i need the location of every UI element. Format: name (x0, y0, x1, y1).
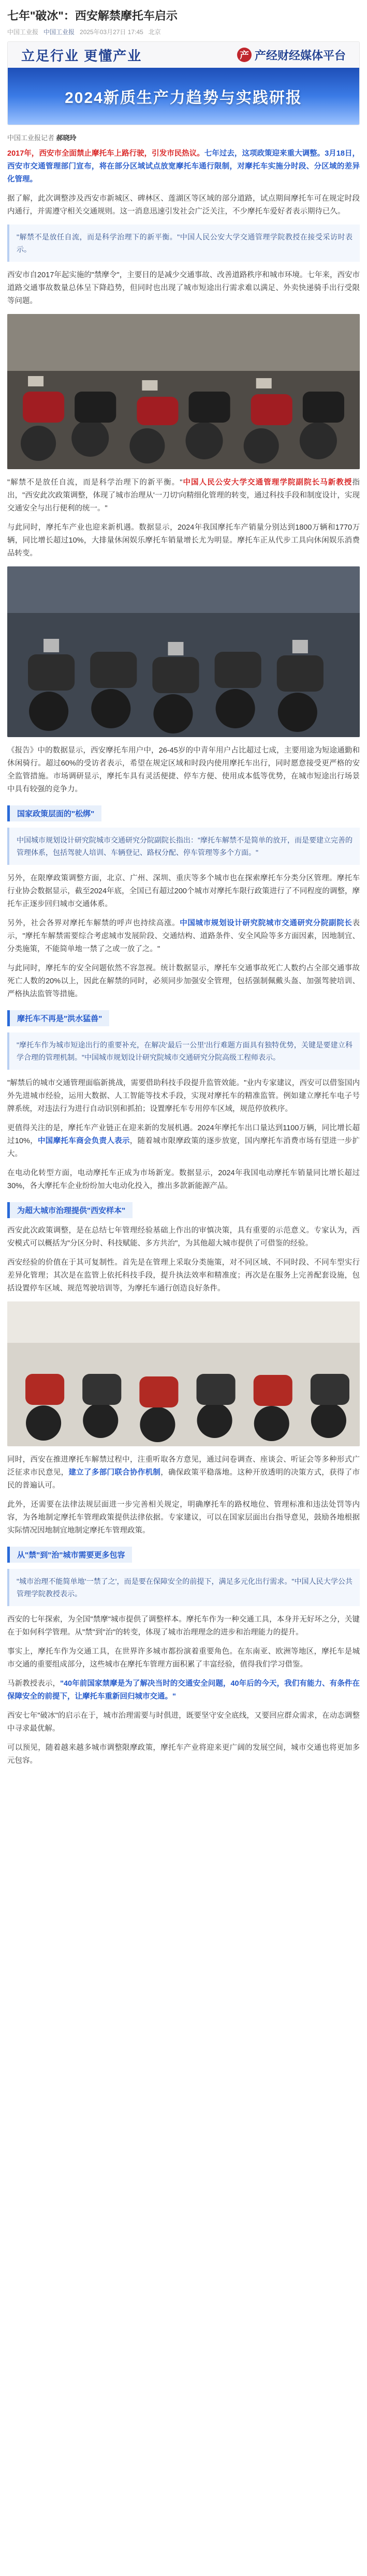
section-heading (7, 1202, 360, 1218)
section-heading-text: 从"禁"到"治"城市需要更多包容 (7, 1547, 132, 1563)
paragraph-text: 更值得关注的是，摩托车产业链正在迎来新的发展机遇。2024年摩托车出口量达到1100万辆，同比增长超过10%， (7, 1124, 360, 1145)
motorcycle-street-photo (7, 566, 360, 737)
paragraph (7, 476, 360, 515)
banner-slogan: 立足行业 更懂产业 (21, 48, 142, 64)
paragraph-text: 指出，"西安此次政策调整，体现了城市治理从'一刀切'向精细化管理的转变，通过科技手段和制度设计，实现交通安全与出行便利的统一。" (7, 478, 360, 513)
motorcycle-row-photo (7, 1301, 360, 1446)
lead-highlight-blue: 七年过去，这项政策迎来重大调整。3月18日，西安市交通管理部门宣布，将在部分区域试点放宽摩托车通行限制，对摩托车实施分时段、分区域的差异化管理。 (7, 149, 360, 184)
paragraph: 事实上，摩托车作为交通工具，在世界许多城市都扮演着重要角色。在东南亚、欧洲等地区，摩托车是城市交通的重要组成部分，这些城市在摩托车管理方面积累了丰富经验，值得我们学习借鉴。 (7, 1648, 360, 1669)
paragraph: 西安的七年探索，为全国"禁摩"城市提供了调整样本。摩托车作为一种交通工具，本身并无好坏之分，关键在于如何科学管理。从"禁"到"治"的转变，体现了城市治理理念的进步和治理能力的提升。 (7, 1615, 360, 1637)
paragraph: "解禁后的城市交通管理面临新挑战，需要借助科技手段提升监管效能。"业内专家建议，西安可以借鉴国内外先进城市经验，运用大数据、人工智能等技术手段，实现对摩托车的精准监管。例如建立摩托车电子号牌系统，对违法行为进行自动识别和抓拍；设置摩托车专用停车区域，规范停放秩序。 (7, 1079, 360, 1113)
article-title: 七年"破冰"：西安解禁摩托车启示 (7, 9, 178, 22)
paragraph-text: 马新教授表示， (7, 1680, 61, 1688)
paragraph (7, 1678, 360, 1703)
quote-block (7, 828, 360, 865)
paragraph (7, 917, 360, 956)
lead-highlight: 2017年，西安市全面禁止摩托车上路行驶，引发市民热议。 (7, 149, 204, 158)
meta-source: 中国工业报 (7, 28, 39, 36)
paragraph-text: 另外，社会各界对摩托车解禁的呼声也持续高涨。 (7, 919, 180, 927)
paragraph (7, 147, 360, 186)
quote-block (7, 224, 360, 262)
section-heading-text: 为超大城市治理提供"西安样本" (7, 1202, 133, 1218)
section-heading (7, 1547, 360, 1563)
paragraph-text: ，随着城市限摩政策的逐步放宽，国内摩托车消费市场有望进一步扩大。 (7, 1137, 360, 1158)
section-heading-text: 国家政策层面的"松绑" (7, 805, 101, 821)
paragraph-text: 同时，西安在推进摩托车解禁过程中，注重听取各方意见，通过问卷调查、座谈会、听证会等多种形式广泛征求市民意见， (7, 1456, 360, 1477)
banner-headline-area (8, 68, 359, 125)
author-line (7, 132, 360, 142)
quote-text: "城市治理不能简单地'一禁了之'，而是要在保障安全的前提下，满足多元化出行需求。"中国人民大学公共管理学院教授表示。 (17, 1577, 353, 1598)
author-name: 郝晓玲 (56, 134, 77, 142)
banner-top (8, 42, 359, 68)
section-heading-text: 摩托车不再是"洪水猛兽" (7, 1010, 109, 1026)
highlight-text: 建立了多部门联合协作机制 (68, 1469, 161, 1477)
motorcycle-parking-photo (7, 314, 360, 469)
section-heading (7, 1010, 360, 1026)
paragraph-text: ，确保政策平稳落地。这种开放透明的决策方式，获得了市民的普遍认可。 (7, 1469, 360, 1490)
paragraph: 西安市自2017年起实施的"禁摩令"，主要目的是减少交通事故、改善道路秩序和城市环境。七年来，西安市道路交通事故数量总体呈下降趋势，但同时也出现了城市短途出行需求难以满足、外卖快递骑手出行受限等问题。 (7, 271, 360, 305)
paragraph: 另外，在限摩政策调整方面，北京、广州、深圳、重庆等多个城市也在探索摩托车分类分区管理。摩托车行业协会数据显示，截至2024年底，全国已有超过200个城市对摩托车限行政策进行了不同程度的调整，摩托车正逐步回归城市交通体系。 (7, 874, 360, 908)
expert-title: 中国城市规划设计研究院城市交通研究分院副院长 (180, 919, 353, 927)
meta-account-link[interactable]: 中国工业报 (43, 28, 75, 36)
quote-block (7, 1569, 360, 1606)
quote-text: "摩托车作为城市短途出行的重要补充，在解决'最后一公里'出行难题方面具有独特优势，关键是要建立科学合理的管理机制。"中国城市规划设计研究院城市交通研究分院高级工程师表示。 (17, 1041, 353, 1061)
paragraph: 西安经验的价值在于其可复制性。首先是在管理上采取分类施策，对不同区域、不同时段、不同车型实行差异化管理；其次是在监管上依托科技手段，提升执法效率和精准度；再次是在服务上完善配套设施，包括设置停车区域、规范驾驶培训等，为摩托车通行创造良好条件。 (7, 1259, 360, 1293)
header-banner (7, 41, 360, 125)
banner-brand (237, 47, 346, 63)
article-meta (7, 27, 360, 36)
paragraph (7, 1122, 360, 1161)
section-heading (7, 805, 360, 821)
paragraph-text: "解禁不是放任自流，而是科学治理下的新平衡。" (7, 478, 183, 487)
meta-location: 北京 (148, 28, 161, 36)
paragraph: 《报告》中的数据显示，西安摩托车用户中，26-45岁的中青年用户占比超过七成，主要用途为短途通勤和休闲骑行。超过60%的受访者表示，希望在规定区域和时段内使用摩托车出行，同时愿意接受更严格的安全监管措施。市场调研显示，摩托车具有灵活便捷、停车方便、使用成本低等优势，在城市短途出行场景中具有较强的竞争力。 (7, 746, 360, 793)
quote-highlight: "40年前国家禁摩是为了解决当时的交通安全问题，40年后的今天，我们有能力、有条件在保障安全的前提下，让摩托车重新回归城市交通。" (7, 1680, 360, 1701)
paragraph: 西安七年"破冰"的启示在于，城市治理需要与时俱进，既要坚守安全底线，又要回应群众需求，在动态调整中寻求最优解。 (7, 1712, 360, 1733)
paragraph: 据了解，此次调整涉及西安市新城区、碑林区、莲湖区等区域的部分道路，试点期间摩托车可在规定时段内通行，并需遵守相关交通规则。这一消息迅速引发社会广泛关注，不少摩托车爱好者表示期待已久。 (7, 194, 360, 216)
meta-time: 2025年03月27日 17:45 (80, 28, 143, 36)
paragraph: 与此同时，摩托车产业也迎来新机遇。数据显示，2024年我国摩托车产销量分别达到1800万辆和1770万辆，同比增长超过10%，大排量休闲娱乐摩托车销量增长尤为明显。摩托车正从代步工具向休闲娱乐消费品转变。 (7, 523, 360, 558)
paragraph-text: 表示，"摩托车解禁需要综合考虑城市发展阶段、交通结构、道路条件、安全风险等多方面因素，因地制宜、分类施策，不能简单地一禁了之或一放了之。" (7, 919, 360, 953)
paragraph (7, 1454, 360, 1492)
paragraph: 可以预见，随着越来越多城市调整限摩政策，摩托车产业将迎来更广阔的发展空间，城市交通也将更加多元包容。 (7, 1744, 360, 1765)
paragraph: 在电动化转型方面，电动摩托车正成为市场新宠。数据显示，2024年我国电动摩托车销量同比增长超过30%，各大摩托车企业纷纷加大电动化投入，推出多款新能源产品。 (7, 1169, 360, 1190)
quote-text: "解禁不是放任自流，而是科学治理下的新平衡。"中国人民公安大学交通管理学院教授在接受采访时表示。 (17, 233, 353, 253)
expert-name: 中国人民公安大学交通管理学院副院长马新教授 (182, 478, 353, 487)
banner-headline: 2024新质生产力趋势与实践研报 (65, 89, 302, 107)
brand-logo-icon: 产 (237, 48, 252, 62)
expert-title: 中国摩托车商会负责人表示 (37, 1137, 130, 1145)
quote-text: 中国城市规划设计研究院城市交通研究分院副院长指出："摩托车解禁不是简单的放开，而是要建立完善的管理体系，包括驾驶人培训、车辆登记、路权分配、停车管理等多个方面。" (17, 836, 353, 857)
paragraph: 西安此次政策调整，是在总结七年管理经验基础上作出的审慎决策，具有重要的示范意义。专家认为，西安模式可以概括为"分区分时、科技赋能、多方共治"，为其他超大城市提供了可借鉴的经验。 (7, 1226, 360, 1248)
author-prefix: 中国工业报记者 (7, 134, 55, 142)
quote-block (7, 1032, 360, 1070)
banner-brand-text: 产经财经媒体平台 (254, 49, 346, 62)
paragraph: 与此同时，摩托车的安全问题依然不容忽视。统计数据显示，摩托车交通事故死亡人数约占全部交通事故死亡人数的20%以上，因此在解禁的同时，必须同步加强安全管理，包括强制佩戴头盔、加强驾驶培训、严格执法监管等措施。 (7, 964, 360, 998)
paragraph: 此外，还需要在法律法规层面进一步完善相关规定，明确摩托车的路权地位、管理标准和违法处罚等内容，为各地制定摩托车管理政策提供法律依据。专家建议，可以在国家层面出台指导意见，鼓励各地根据实际情况因地制宜地制定摩托车管理政策。 (7, 1501, 360, 1535)
